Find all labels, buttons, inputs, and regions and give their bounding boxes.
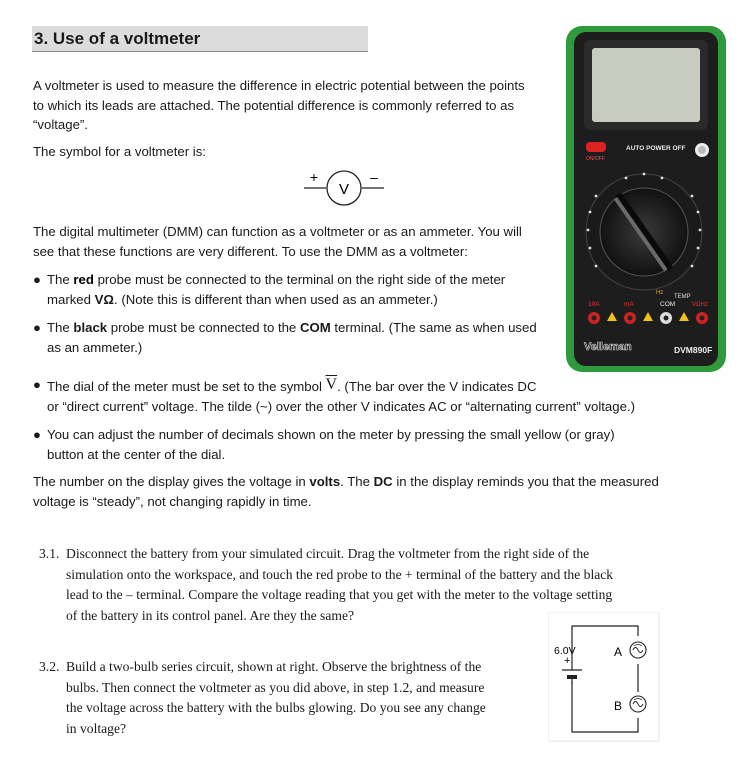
dmm-paragraph (33, 222, 522, 261)
display-note-paragraph: The number on the display gives the voltage in volts. The DC in the display reminds you that the measured voltage is “steady”, not changing rapidly in time. (33, 474, 659, 509)
question-3-1: 3.1. Disconnect the battery from your simulated circuit. Drag the voltmeter from the right side of the simulation onto the workspace, and touch the red probe to the + terminal of the battery and the black lead to the – terminal. Compare the voltage reading that you get with the meter to the voltage setting of the battery in its control panel. Are they the same? (39, 546, 614, 623)
two-bulb-circuit-diagram (548, 612, 660, 742)
model-label: DVM890F (674, 345, 713, 355)
bullet-dot-icon: ● (33, 272, 41, 287)
bullet-dial: ● The dial of the meter must be set to the symbol $\overline{V}$. (The bar over the V indicates DC or “direct current” voltage. The tilde (~) over the other V indicates AC or “alternating current” voltage.) (33, 376, 635, 414)
dmm-line: see that these functions are very different. To use the DMM as a voltmeter: (33, 243, 468, 259)
multimeter-photo (566, 26, 726, 372)
bullet-decimals: ● You can adjust the number of decimals shown on the meter by pressing the small yellow (or gray) button at the center of the dial. (33, 427, 615, 462)
plus-sign: + (309, 169, 319, 185)
intro-line: A voltmeter is used to measure the difference in electric potential between the points (33, 78, 525, 93)
intro-line: to which its leads are attached. The potential difference is commonly referred to as (33, 97, 515, 113)
hz-label: Hz (656, 290, 664, 296)
section-heading: 3. Use of a voltmeter (32, 26, 368, 52)
bulb-b-label: B (614, 699, 623, 713)
ma-label: mA (624, 301, 634, 308)
voltmeter-symbol (300, 168, 390, 208)
brand-logo: Velleman (584, 341, 632, 353)
bullet-dot-icon: ● (33, 320, 41, 335)
temp-label: TEMP (674, 294, 691, 300)
bullet-black-probe: ● The black probe must be connected to the COM terminal. (The same as when used as an ammeter.) (33, 320, 537, 355)
lcd-display (592, 48, 700, 122)
bullet-red-probe: ● The red probe must be connected to the terminal on the right side of the meter marked VΩ. (Note this is different than when used as an ammeter.) (33, 272, 506, 307)
question-number: 3.1. (39, 546, 60, 561)
dmm-line: The digital multimeter (DMM) can function as a voltmeter or as an ammeter. You will (33, 224, 522, 239)
battery-plus-label: + (564, 655, 571, 667)
auto-power-off-label: AUTO POWER OFF (626, 145, 686, 152)
ten-amp-label: 10A (588, 301, 600, 308)
bulb-a-label: A (614, 645, 623, 659)
power-button (586, 142, 606, 152)
vohz-label: VΩHz (692, 302, 708, 308)
question-3-2: 3.2. Build a two-bulb series circuit, shown at right. Observe the brightness of the bulbs. Then connect the voltmeter as you did above, in step 1.2, and measure the voltage across the battery with the bulbs glowing. Do you see any change in voltage? (39, 659, 486, 736)
dc-voltage-symbol: $\overline{V}$ (325, 376, 338, 393)
bullet-dot-icon: ● (33, 427, 41, 442)
question-number: 3.2. (39, 659, 60, 674)
intro-line: “voltage”. (33, 117, 88, 132)
on-off-label: ON/OFF (586, 156, 605, 162)
bullet-dot-icon: ● (33, 377, 41, 392)
minus-sign: – (370, 169, 378, 185)
battery-short-plate (567, 675, 577, 679)
battery-voltage-label: 6.0V (554, 645, 576, 657)
com-label: COM (660, 301, 676, 308)
intro-paragraph (33, 76, 525, 135)
voltmeter-symbol-letter: V (338, 181, 350, 198)
symbol-intro: The symbol for a voltmeter is: (33, 144, 206, 159)
